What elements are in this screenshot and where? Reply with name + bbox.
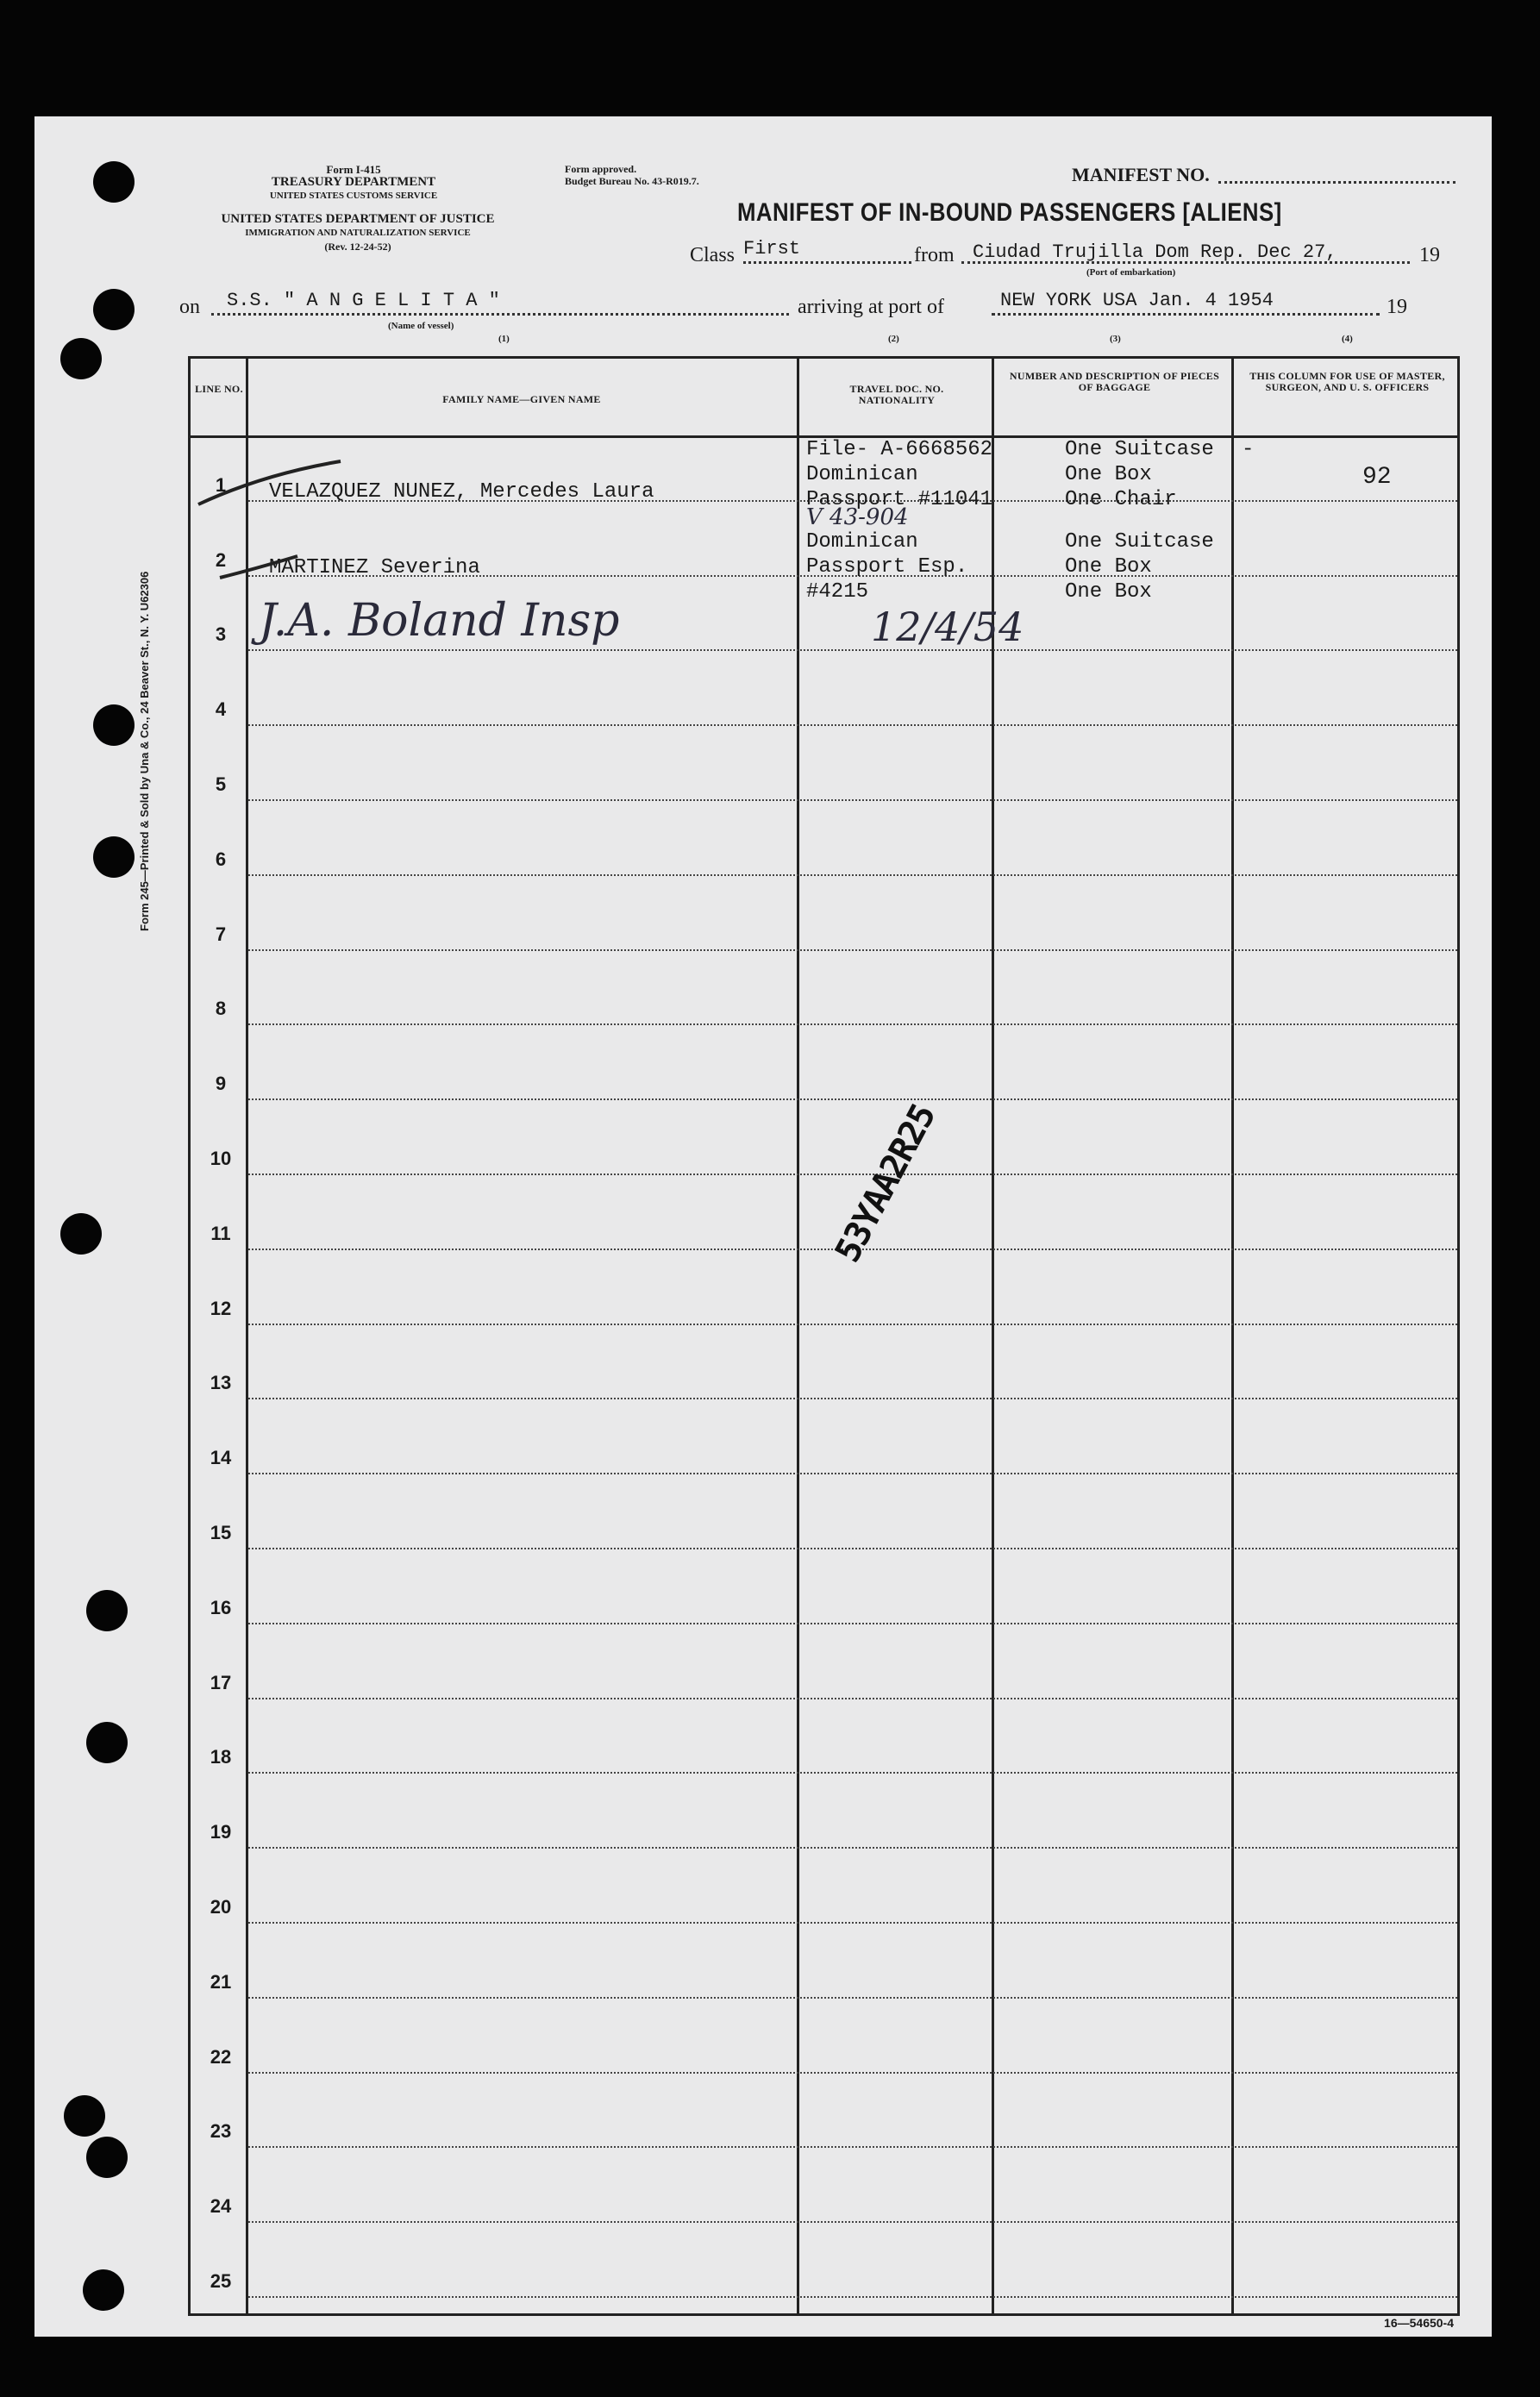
class-value: First [743,238,801,260]
on-label: on [179,296,200,318]
col1-num: (1) [498,334,510,344]
header-name: FAMILY NAME—GIVEN NAME [442,393,601,405]
table-row [248,799,1457,801]
row-number: 20 [210,1896,232,1918]
table-row [248,2296,1457,2298]
row-number: 2 [215,548,227,571]
baggage-line-2-2: One Box [1065,555,1152,579]
row-number: 13 [210,1372,232,1394]
punch-hole [86,1590,128,1631]
from-label: from [914,244,955,266]
row-number: 24 [210,2195,232,2218]
baggage-line-2-1: One Suitcase [1065,530,1214,554]
dept-justice: UNITED STATES DEPARTMENT OF JUSTICE [221,212,495,226]
doc-line-1-1: File- A-6668562 [806,438,993,461]
table-row [248,2221,1457,2223]
table-row [248,1023,1457,1025]
header-baggage: NUMBER AND DESCRIPTION OF PIECES OF BAGGAGE [1009,370,1220,394]
year-suffix-2: 19 [1387,296,1407,318]
header-travel-doc: TRAVEL DOC. NO. NATIONALITY [849,383,944,407]
from-value: Ciudad Trujilla Dom Rep. Dec 27, [973,241,1337,263]
table-row [248,1623,1457,1624]
table-row [248,2072,1457,2074]
row-number: 21 [210,1970,232,1993]
punch-hole [60,1213,102,1255]
punch-hole [93,161,135,203]
header-officers: THIS COLUMN FOR USE OF MASTER, SURGEON, AND U. S. OFFICERS [1249,370,1445,394]
footer-code: 16—54650-4 [1384,2316,1454,2330]
revision: (Rev. 12-24-52) [324,241,391,253]
table-row [248,724,1457,726]
port-embarkation-note: (Port of embarkation) [1086,267,1176,278]
table-row [248,1922,1457,1924]
passenger-name-2: MARTINEZ Severina [269,556,480,579]
table-row [248,1473,1457,1474]
header-line-no: LINE NO. [195,383,243,395]
from-line [961,261,1410,264]
row-number: 23 [210,2120,232,2143]
punch-hole [64,2095,105,2137]
punch-hole [93,704,135,746]
strike-marks [194,448,349,586]
vessel-line [211,313,789,316]
row-number: 6 [215,848,227,870]
table-row [248,1997,1457,1999]
baggage-line-1-3: One Chair [1065,488,1177,511]
class-label: Class [690,244,736,266]
arriving-label: arriving at port of [798,296,944,318]
punch-hole [86,1722,128,1763]
manifest-no-line [1218,181,1455,184]
form-approved: Form approved. [565,163,637,175]
table-row [248,874,1457,876]
stamp-mark: 53YAA2R25 [828,1098,943,1269]
dept-treasury: TREASURY DEPARTMENT [271,175,436,189]
row-number: 25 [210,2270,232,2292]
manifest-title: MANIFEST OF IN-BOUND PASSENGERS [ALIENS] [737,198,1282,227]
customs-service: UNITED STATES CUSTOMS SERVICE [269,191,438,201]
punch-hole [83,2269,124,2311]
table-row [248,949,1457,951]
manifest-no-label: MANIFEST NO. [1072,164,1210,185]
punch-hole [86,2137,128,2178]
table-row [248,1847,1457,1849]
row-number: 12 [210,1297,232,1319]
col4-num: (4) [1342,334,1353,344]
baggage-line-1-2: One Box [1065,463,1152,486]
year-suffix-1: 19 [1419,244,1440,266]
officer-value-1: 92 [1362,464,1392,491]
doc-note-2: V 43-904 [806,504,909,530]
vessel-value: S.S. " A N G E L I T A " [227,290,500,311]
handwritten-date: 12/4/54 [871,604,1024,650]
doc-line-1-2: Dominican [806,463,918,486]
passenger-name-1: VELAZQUEZ NUNEZ, Mercedes Laura [269,480,654,504]
budget-bureau: Budget Bureau No. 43-R019.7. [565,175,699,187]
col3-num: (3) [1110,334,1121,344]
row-number: 8 [215,998,227,1020]
row-number: 1 [215,473,227,496]
form-number: Form I-415 [326,163,381,176]
row-number: 3 [215,623,227,646]
class-line [743,261,911,264]
side-print-note: Form 245—Printed & Sold by Una & Co., 24 Beaver St., N. Y. U62306 [138,571,151,931]
punch-hole [93,836,135,878]
row-number: 18 [210,1746,232,1768]
row-number: 22 [210,2045,232,2068]
table-row [248,1772,1457,1774]
row-number: 15 [210,1522,232,1543]
table-row [248,1324,1457,1325]
arriving-line [992,313,1380,316]
table-row [248,1173,1457,1175]
row-number: 5 [215,773,227,795]
row-number: 10 [210,1148,232,1169]
ins-service: IMMIGRATION AND NATURALIZATION SERVICE [245,228,471,238]
punch-hole [60,338,102,379]
row-number: 11 [210,1222,231,1244]
row-number: 4 [215,698,227,721]
table-row [248,1398,1457,1399]
table-row [248,1548,1457,1549]
table-row [248,649,1457,651]
row-number: 16 [210,1596,232,1618]
doc-line-2-2: Passport Esp. [806,555,968,579]
table-row [248,1698,1457,1699]
baggage-line-1-1: One Suitcase [1065,438,1214,461]
punch-hole [93,289,135,330]
arriving-value: NEW YORK USA Jan. 4 1954 [1000,290,1274,311]
handwritten-inspector: J.A. Boland Insp [259,595,620,647]
doc-line-2-1: Dominican [806,530,918,554]
row-number: 9 [215,1073,227,1095]
row-number: 14 [210,1447,232,1469]
row-number: 19 [210,1821,232,1843]
row-number: 7 [215,923,227,945]
baggage-line-2-3: One Box [1065,580,1152,604]
row-number: 17 [210,1671,232,1693]
col2-num: (2) [888,334,899,344]
doc-line-1-3: Passport #11041 [806,488,993,511]
officer-dash-1: - [1242,438,1255,461]
table-row [248,2146,1457,2148]
vessel-note: (Name of vessel) [388,321,454,331]
table-row [248,1098,1457,1100]
doc-line-2-3: #4215 [806,580,869,604]
